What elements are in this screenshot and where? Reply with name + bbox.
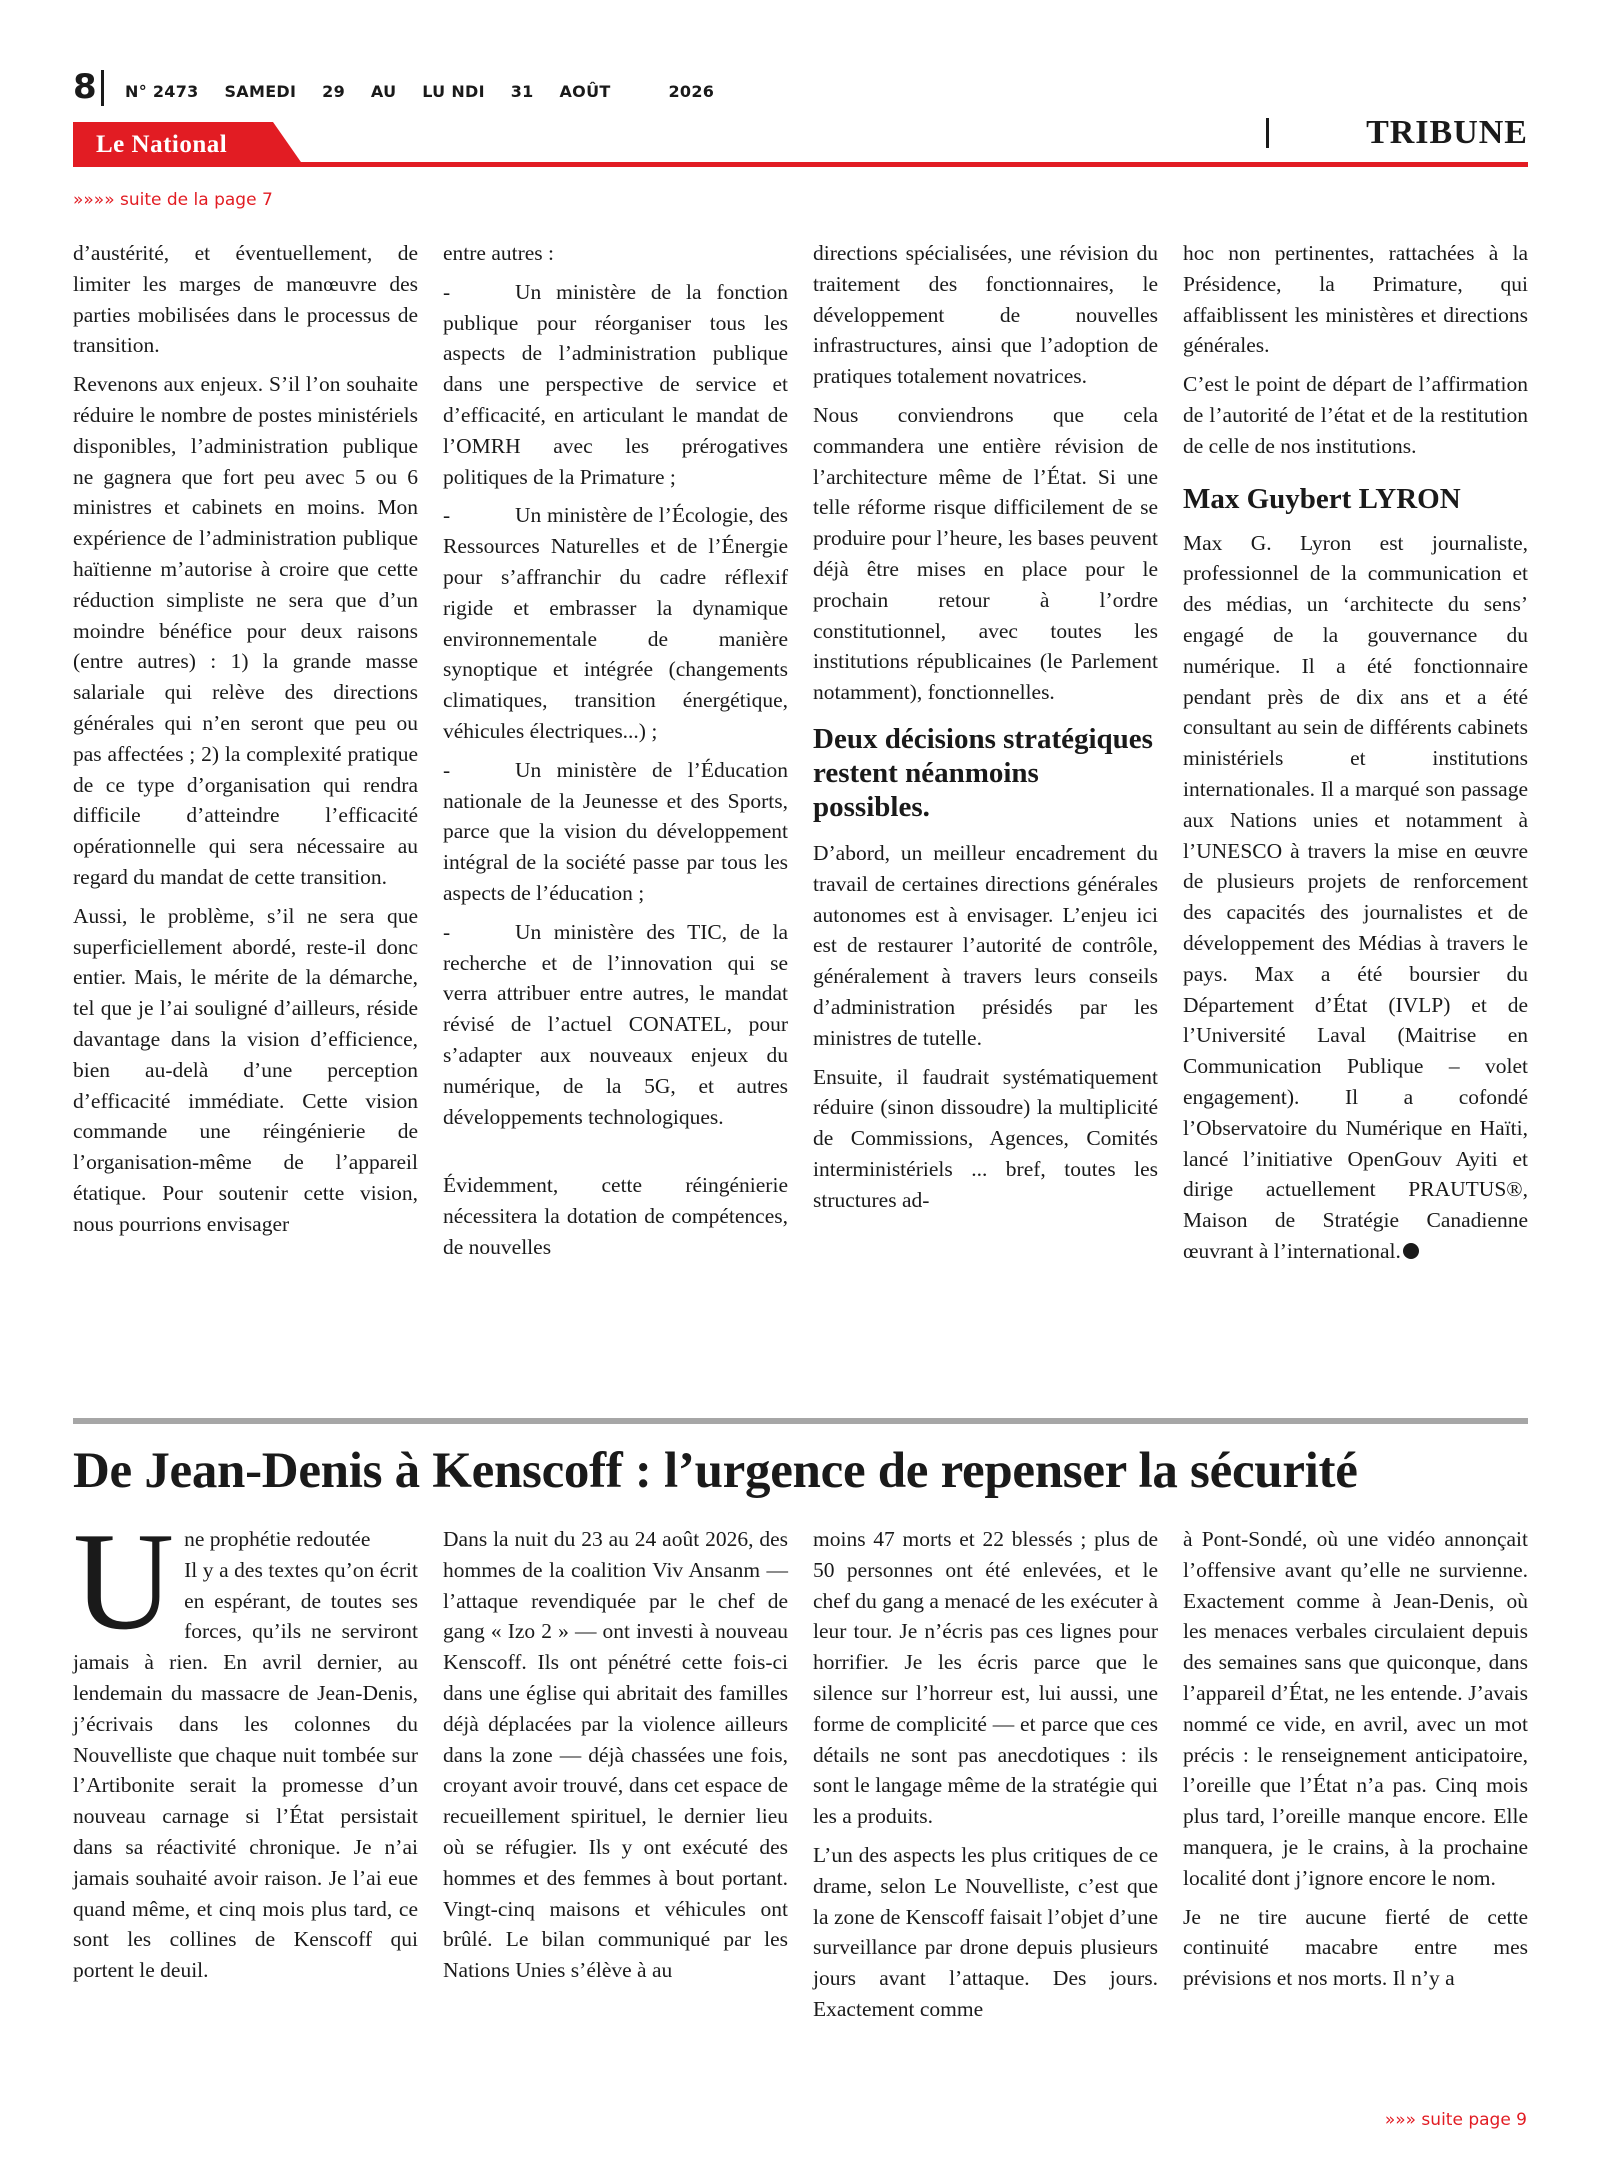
top-article-column-2 [443,238,788,1263]
subheading: Deux décisions stratégiques restent néanmoins possibles. [813,722,1153,823]
date-day-end: 31 [510,82,534,101]
list-dash: - [443,503,451,528]
continued-to-label[interactable]: »»» suite page 9 [1384,2110,1527,2130]
page-number-divider [101,70,104,106]
paragraph: d’austérité, et éventuellement, de limiter les marges de manœuvre des parties mobilisées dans le processus de transition. [73,241,418,358]
list-item [443,500,788,746]
page-number: 8 [73,67,97,107]
paragraph: D’abord, un meilleur encadrement du travail de certaines directions générales autonomes est à envisager. L’enjeu ici est de restaurer l’autorité de contrôle, généralement à travers leurs conseils d’administration présidés par les ministres de tutelle. [813,840,1158,1050]
date-connector: AU [370,82,397,101]
brand-tab [73,122,303,165]
top-article-column-3 [813,238,1158,1216]
date-day-name: SAMEDI [224,82,297,101]
paragraph: à Pont-Sondé, où une vidéo annonçait l’offensive avant qu’elle ne survienne. Exactement comme à Jean-Denis, où les menaces verbales circulaient depuis des semaines sans que quiconque, dans l’appareil d’État, ne les entende. J’avais nommé ce vide, en avril, avec un mot précis : le renseignement anticipatoire, l’oreille que l’État n’a pas. Cinq mois plus tard, l’oreille manque encore. Elle manquera, je le crains, à la prochaine localité dont j’ignore encore le nom. [1183,1527,1528,1890]
drop-cap: U [73,1504,175,1659]
end-of-article-icon [1403,1243,1419,1259]
list-item-text: Un ministère de l’Écologie, des Ressources Naturelles et de l’Énergie pour s’affranchir du cadre réflexif rigide et embrasser la dynamique environnementale de manière synoptique et intégrée (changements climatiques, transition énergétique, véhicules électriques...) ; [443,503,788,743]
paragraph: Nous conviendrons que cela commandera une entière révision de l’architecture même de l’État. Si une telle réforme risque difficilement de se produire pour l’heure, les bases peuvent déjà être mises en place pour le prochain retour à l’ordre constitutionnel, avec toutes les institutions républicaines (le Parlement notamment), fonctionnelles. [813,402,1158,705]
author-bio [1183,528,1528,1267]
paragraph: Aussi, le problème, s’il ne sera que superficiellement abordé, reste-il donc entier. Mais, le mérite de la démarche, tel que je l’ai souligné d’ailleurs, réside davantage dans la vision d’efficience, bien au-delà d’une perception d’efficacité immédiate. Cette vision commande une réingénierie de l’organisation-même de l’appareil étatique. Pour soutenir cette vision, nous pourrions envisager [73,903,418,1236]
date-year: 2026 [668,82,715,101]
paragraph: hoc non pertinentes, rattachées à la Présidence, la Primature, qui affaiblissent les ministères et directions générales. [1183,241,1528,358]
bottom-article-column-1 [73,1504,418,1986]
paragraph: directions spécialisées, une révision du traitement des fonctionnaires, le développement de nouvelles infrastructures, ainsi que l’adoption de pratiques totalement novatrices. [813,241,1158,389]
masthead [73,66,1528,176]
lead-text: Il y a des textes qu’on écrit en espérant, de toutes ses forces, qu’ils ne serviront jamais à rien. En avril dernier, au lendemain du massacre de Jean-Denis, j’écrivais dans les colonnes du Nouvelliste que chaque nuit tombée sur l’Artibonite serait la promesse d’un nouveau carnage si l’État persistait dans sa réactivité chronique. Je n’ai jamais souhaité avoir raison. Je l’ai eue quand même, et cinq mois plus tard, ce sont les collines de Kenscoff qui portent le deuil. [73,1557,418,1983]
issue-date-line [125,82,734,101]
list-item-text: Un ministère de l’Éducation nationale de la Jeunesse et des Sports, parce que la vision du développement intégral de la société passe par tous les aspects de l’éducation ; [443,757,788,905]
issue-number: N° 2473 [125,82,199,101]
bottom-article-column-3 [813,1524,1158,2025]
list-dash: - [443,757,451,782]
bottom-article-column-2 [443,1524,788,1986]
date-day-name-end: LU NDI [422,82,485,101]
paragraph: Revenons aux enjeux. S’il l’on souhaite réduire le nombre de postes ministériels disponibles, l’administration publique ne gagnera que fort peu avec 5 ou 6 ministres et cabinets en moins. Mon expérience de l’administration publique haïtienne m’autorise à croire que cette réduction simpliste ne sera que d’un moindre bénéfice pour deux raisons (entre autres) : 1) la grande masse salariale qui relève des directions générales qui n’en seront que peu ou pas affectées ; 2) la complexité pratique de ce type d’organisation qui rendra difficile d’atteindre l’efficacité opérationnelle qui sera nécessaire au regard du mandat de cette transition. [73,372,418,889]
section-label: TRIBUNE [1366,114,1528,151]
list-item [443,277,788,493]
date-day-start: 29 [322,82,346,101]
paragraph: Évidemment, cette réingénierie nécessitera la dotation de compétences, de nouvelles [443,1173,788,1259]
top-article-column-4 [1183,238,1528,1267]
paragraph: moins 47 morts et 22 blessés ; plus de 50 personnes ont été enlevées, et le chef du gang a menacé de les exécuter à leur tour. Je n’écris pas ces lignes pour horrifier. Je les écris parce que le silence sur l’horreur est, lui aussi, une forme de complicité — et parce que ces détails ne sont pas anecdotiques : ils sont le langage même de la stratégie qui les a produits. [813,1527,1158,1829]
paragraph: Ensuite, il faudrait systématiquement réduire (sinon dissoudre) la multiplicité de Commissions, Agences, Comités interministériels ... bref, toutes les structures ad- [813,1064,1158,1212]
list-dash: - [443,279,451,304]
list-item-text: Un ministère des TIC, de la recherche et de l’innovation qui se verra attribuer entre autres, le mandat révisé de l’actuel CONATEL, pour s’adapter aux nouveaux enjeux du numérique, de la 5G, et autres développements technologiques. [443,919,788,1129]
author-bio-text: Max G. Lyron est journaliste, professionnel de la communication et des médias, un ‘architecte du sens’ engagé de la gouvernance du numérique. Il a été fonctionnaire pendant près de dix ans et a été consultant au sein de différents cabinets ministériels et institutions internationales. Il a marqué son passage aux Nations unies et notamment à l’UNESCO à travers la mise en œuvre de plusieurs projets de renforcement des capacités des journalistes et de développement des Médias à travers le pays. Max a été boursier du Département d’État (IVLP) et de l’Université Laval (Maitrise en Communication Publique – volet engagement). Il a cofondé l’Observatoire du Numérique en Haïti, lancé l’initiative OpenGouv Ayiti et dirige actuellement PRAUTUS®, Maison de Stratégie Canadienne œuvrant à l’international. [1183,530,1528,1263]
date-month: AOÛT [559,82,611,101]
list-item [443,917,788,1133]
continued-from-label[interactable]: »»»» suite de la page 7 [73,190,273,210]
brand-logo-text: Le National [96,131,228,158]
paragraph: Je ne tire aucune fierté de cette continuité macabre entre mes prévisions et nos morts. Il n’y a [1183,1904,1528,1991]
author-name: Max Guybert LYRON [1183,482,1461,515]
section-divider [1266,118,1269,148]
paragraph: Dans la nuit du 23 au 24 août 2026, des hommes de la coalition Viv Ansanm — l’attaque revendiquée par le chef de gang « Izo 2 » — ont investi à nouveau Kenscoff. Ils ont pénétré cette fois-ci dans une église qui abritait des familles déjà déplacées par la violence ailleurs dans la zone — déjà chassées une fois, croyant avoir trouvé, dans cet espace de recueillement spirituel, le dernier lieu où se réfugier. Ils y ont exécuté des hommes et des femmes à bout portant. Vingt-cinq maisons et véhicules ont brûlé. Le bilan communiqué par les Nations Unies s’élève à au [443,1527,788,1983]
paragraph: entre autres : [443,241,555,265]
article-headline: De Jean-Denis à Kenscoff : l’urgence de repenser la sécurité [73,1443,1358,1499]
top-article-column-1 [73,238,418,1240]
list-item-text: Un ministère de la fonction publique pour réorganiser tous les aspects de l’administration publique dans une perspective de service et d’efficacité, en articulant le mandat de l’OMRH avec les prérogatives politiques de la Primature ; [443,279,788,489]
header-red-rule [73,162,1528,167]
lead-paragraph [73,1504,418,1986]
paragraph: C’est le point de départ de l’affirmation de l’autorité de l’état et de la restitution de celle de nos institutions. [1183,372,1528,458]
lead-heading: ne prophétie redoutée [184,1527,371,1551]
list-item [443,755,788,909]
article-separator [73,1418,1528,1424]
paragraph: L’un des aspects les plus critiques de ce drame, selon Le Nouvelliste, c’est que la zone de Kenscoff faisait l’objet d’une surveillance par drone depuis plusieurs jours avant l’attaque. Des jours. Exactement comme [813,1842,1158,2021]
bottom-article-column-4 [1183,1524,1528,1994]
list-dash: - [443,919,451,944]
